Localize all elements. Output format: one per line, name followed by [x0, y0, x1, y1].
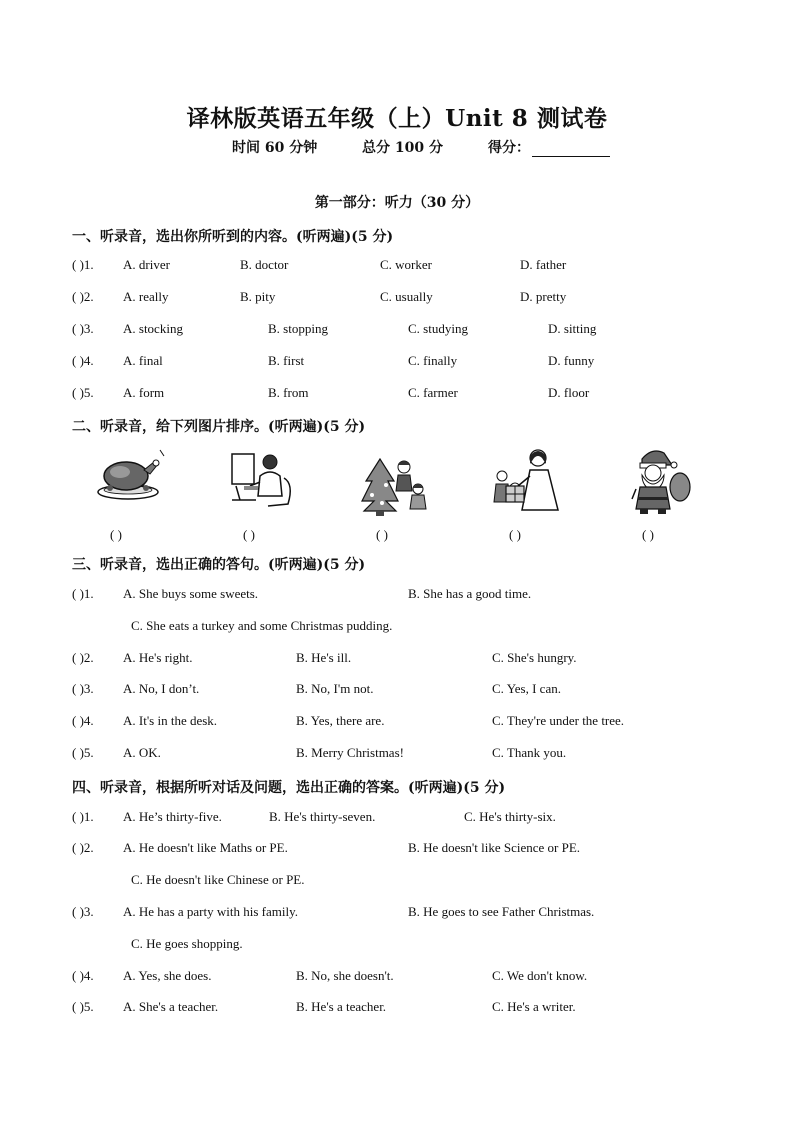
computer-user-image: [228, 448, 298, 510]
s1-q2-option-c: C. usually: [380, 289, 433, 304]
s1-q3-option-b: B. stopping: [268, 321, 328, 336]
s4-q4-number[interactable]: ( )4.: [72, 968, 94, 983]
time-limit: 时间 60 分钟: [232, 140, 318, 156]
s3-q3-number[interactable]: ( )3.: [72, 681, 94, 696]
woman-with-presents-image: [492, 446, 564, 516]
s1-q5-option-c: C. farmer: [408, 385, 458, 400]
s3-q3-option-b: B. No, I'm not.: [296, 681, 374, 696]
s1-q4-number[interactable]: ( )4.: [72, 353, 94, 368]
s1-q5-option-a: A. form: [123, 385, 165, 400]
s1-q3-option-c: C. studying: [408, 321, 468, 336]
picture5-answer[interactable]: ( ): [642, 527, 654, 542]
father-christmas-image: [628, 447, 694, 517]
s4-q5-option-b: B. He's a teacher.: [296, 999, 387, 1014]
s3-q4-option-c: C. They're under the tree.: [492, 713, 625, 728]
s1-q2-option-a: A. really: [123, 289, 169, 304]
s4-q4-option-c: C. We don't know.: [492, 968, 588, 983]
christmas-tree-kids-image: [360, 455, 432, 517]
picture4-answer[interactable]: ( ): [509, 527, 521, 542]
s4-q4-option-a: A. Yes, she does.: [123, 968, 212, 983]
s3-q5-option-b: B. Merry Christmas!: [296, 745, 404, 760]
s3-q4-number[interactable]: ( )4.: [72, 713, 94, 728]
section1-title: 一、听录音，选出你所听到的内容。(听两遍)(5 分): [72, 229, 394, 245]
s3-q1-option-c: C. She eats a turkey and some Christmas pudding.: [131, 618, 393, 633]
s3-q4-option-b: B. Yes, there are.: [296, 713, 385, 728]
turkey-image: [96, 448, 166, 504]
s1-q3-option-d: D. sitting: [548, 321, 597, 336]
s1-q4-option-d: D. funny: [548, 353, 595, 368]
s1-q4-option-c: C. finally: [408, 353, 458, 368]
s3-q2-number[interactable]: ( )2.: [72, 650, 94, 665]
s4-q1-option-b: B. He's thirty-seven.: [269, 809, 376, 824]
score-label: 得分：: [488, 140, 530, 156]
picture2-answer[interactable]: ( ): [243, 527, 255, 542]
s4-q5-option-a: A. She's a teacher.: [123, 999, 219, 1014]
picture1-answer[interactable]: ( ): [110, 527, 122, 542]
s4-q1-option-a: A. He’s thirty-five.: [123, 809, 222, 824]
s4-q5-number[interactable]: ( )5.: [72, 999, 94, 1014]
s1-q3-option-a: A. stocking: [123, 321, 183, 336]
s1-q2-option-b: B. pity: [240, 289, 276, 304]
total-score: 总分 100 分: [362, 140, 443, 156]
part1-title: 第一部分：听力（30 分）: [314, 195, 480, 211]
s3-q3-option-c: C. Yes, I can.: [492, 681, 561, 696]
s3-q1-option-a: A. She buys some sweets.: [123, 586, 259, 601]
s1-q1-option-c: C. worker: [380, 257, 432, 272]
s4-q3-number[interactable]: ( )3.: [72, 904, 94, 919]
s1-q1-option-a: A. driver: [123, 257, 170, 272]
s3-q2-option-c: C. She's hungry.: [492, 650, 577, 665]
s1-q5-option-b: B. from: [268, 385, 309, 400]
s1-q4-option-a: A. final: [123, 353, 163, 368]
s4-q3-option-a: A. He has a party with his family.: [123, 904, 298, 919]
page-title: 译林版英语五年级（上）Unit 8 测试卷: [186, 105, 608, 132]
s1-q5-number[interactable]: ( )5.: [72, 385, 94, 400]
s4-q3-option-c: C. He goes shopping.: [131, 936, 243, 951]
s3-q2-option-b: B. He's ill.: [296, 650, 352, 665]
s3-q4-option-a: A. It's in the desk.: [123, 713, 218, 728]
s4-q1-option-c: C. He's thirty-six.: [464, 809, 556, 824]
s3-q1-option-b: B. She has a good time.: [408, 586, 532, 601]
s4-q2-number[interactable]: ( )2.: [72, 840, 94, 855]
s4-q4-option-b: B. No, she doesn't.: [296, 968, 394, 983]
s4-q5-option-c: C. He's a writer.: [492, 999, 576, 1014]
s4-q3-option-b: B. He goes to see Father Christmas.: [408, 904, 595, 919]
s4-q2-option-b: B. He doesn't like Science or PE.: [408, 840, 581, 855]
s1-q4-option-b: B. first: [268, 353, 305, 368]
s1-q2-number[interactable]: ( )2.: [72, 289, 94, 304]
section4-title: 四、听录音，根据所听对话及问题，选出正确的答案。(听两遍)(5 分): [72, 780, 506, 796]
score-blank[interactable]: [532, 142, 610, 157]
s3-q1-number[interactable]: ( )1.: [72, 586, 94, 601]
s1-q3-number[interactable]: ( )3.: [72, 321, 94, 336]
section3-title: 三、听录音，选出正确的答句。(听两遍)(5 分): [72, 557, 366, 573]
s3-q5-option-c: C. Thank you.: [492, 745, 567, 760]
s3-q5-number[interactable]: ( )5.: [72, 745, 94, 760]
s4-q1-number[interactable]: ( )1.: [72, 809, 94, 824]
s1-q1-option-b: B. doctor: [240, 257, 289, 272]
s1-q5-option-d: D. floor: [548, 385, 590, 400]
s4-q2-option-c: C. He doesn't like Chinese or PE.: [131, 872, 305, 887]
s3-q3-option-a: A. No, I don’t.: [123, 681, 200, 696]
section2-title: 二、听录音，给下列图片排序。(听两遍)(5 分): [72, 419, 366, 435]
s1-q1-number[interactable]: ( )1.: [72, 257, 94, 272]
s3-q2-option-a: A. He's right.: [123, 650, 193, 665]
score-field[interactable]: [488, 137, 610, 157]
s1-q2-option-d: D. pretty: [520, 289, 567, 304]
picture3-answer[interactable]: ( ): [376, 527, 388, 542]
s3-q5-option-a: A. OK.: [123, 745, 161, 760]
s4-q2-option-a: A. He doesn't like Maths or PE.: [123, 840, 288, 855]
s1-q1-option-d: D. father: [520, 257, 567, 272]
